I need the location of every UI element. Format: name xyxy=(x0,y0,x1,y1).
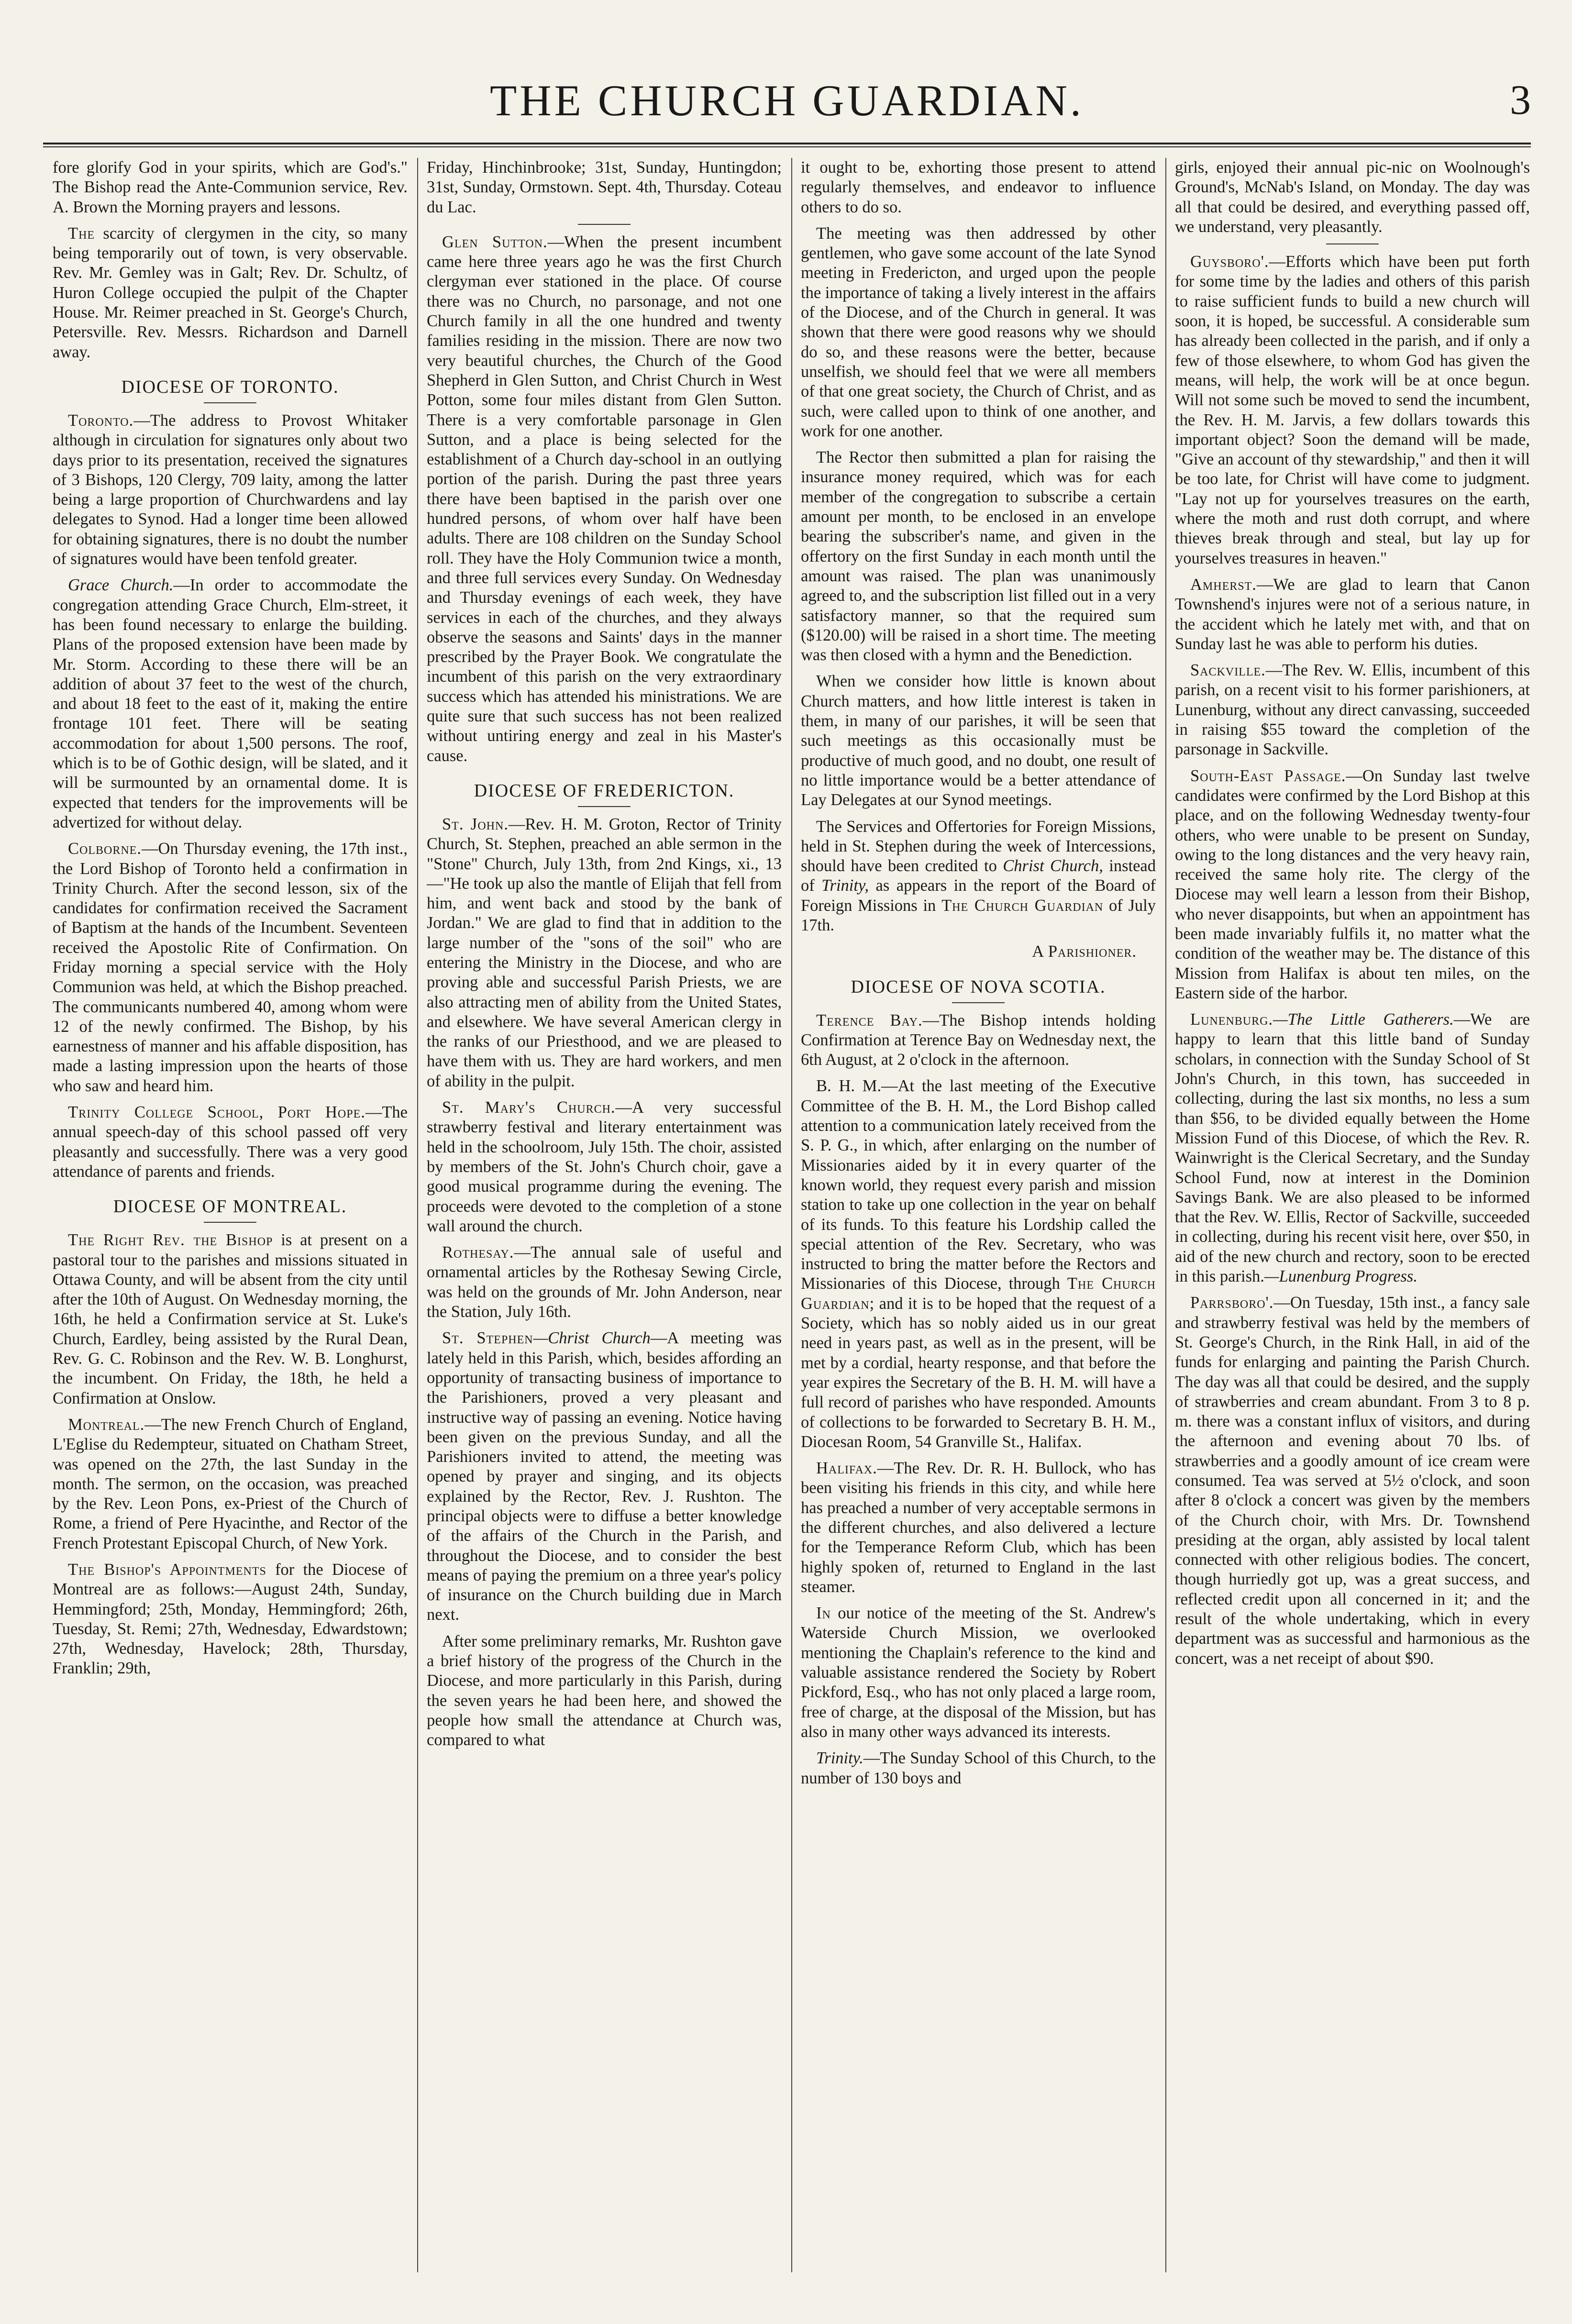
paragraph xyxy=(427,1098,782,1236)
paragraph-body: as appears in the report of the Board of Foreign Missions in xyxy=(801,876,1156,915)
paragraph-lead: Lunenburg. xyxy=(1190,1010,1273,1029)
section-heading-montreal: DIOCESE OF MONTREAL. xyxy=(113,1196,347,1217)
paragraph-body: B. H. M.—At the last meeting of the Executive Committee of the B. H. M., the Lord Bishop called attention to a communication lately received from the S. P. G., in which, after enlarging on the number of Missionaries aided by it in every quarter of the known world, they request every parish and mission station to take up one collection in the year on behalf of its funds. To this feature his Lordship called the special attention of the Rev. Secretary, who was instructed to bring the matter before the Rectors and Missionaries of this Diocese, through xyxy=(801,1077,1156,1293)
paragraph-body: for the Diocese of Montreal are as follows:—August 24th, Sunday, Hemmingford; 25th, Monday, Hemmingford; 26th, Tuesday, St. Remi; 27th, Wednesday, Edwardstown; 27th, Wednesday, Havelock; 28th, Thursday, Franklin; 29th, xyxy=(53,1560,408,1678)
paragraph xyxy=(1175,766,1530,1004)
paragraph xyxy=(1175,1293,1530,1669)
masthead-title: THE CHURCH GUARDIAN. xyxy=(490,76,1084,125)
paragraph-body: —On Sunday last twelve candidates were confirmed by the Lord Bishop at this place, and on the following Wednesday twenty-four others, who were unable to be present on Sunday, owing to the long distances and the very heavy rain, received the same holy rite. The clergy of the Diocese may well learn a lesson from their Bishop, who never disappoints, but when an appointment has been made invariably fulfils it, no matter what the condition of the weather may be. The distance of this Mission from Halifax is about ten miles, on the Eastern side of the harbor. xyxy=(1175,766,1530,1002)
paragraph xyxy=(53,411,408,569)
paragraph: The Rector then submitted a plan for raising the insurance money required, which was for each member of the congregation to subscribe a certain amount per month, to be enclosed in an envelope bearing the subscriber's name, and given in the offertory on the first Sunday in each month until the amount was raised. The plan was unanimously agreed to, and the subscription list filled out in a very satisfactory manner, so that the required sum ($120.00) will be raised in a short time. The meeting was then closed with a hymn and the Benediction. xyxy=(801,448,1156,664)
paragraph-body: our notice of the meeting of the St. Andrew's Waterside Church Mission, we overlooked mentioning the Chaplain's reference to the kind and valuable assistance rendered the Society by Robert Pickford, Esq., who has not only placed a large room, free of charge, at the disposal of the Mission, but has also in many other ways advanced its interests. xyxy=(801,1604,1156,1741)
paragraph-italic: —Lunenburg Progress. xyxy=(1264,1267,1417,1286)
divider xyxy=(204,1222,256,1223)
paragraph-lead: South-East Passage. xyxy=(1190,766,1346,785)
section-heading-toronto: DIOCESE OF TORONTO. xyxy=(121,376,339,397)
paragraph-body: of July 17th. xyxy=(801,896,1156,934)
paragraph-lead: Trinity College School, Port Hope. xyxy=(68,1103,365,1122)
paragraph-lead: Halifax. xyxy=(816,1459,877,1478)
paragraph-body: The Services and Offertories for Foreign Missions, held in St. Stephen during the week of Intercessions, should have been credited to xyxy=(801,817,1156,875)
divider xyxy=(1326,243,1379,244)
paragraph-smallcaps: The Church Guardian xyxy=(801,1274,1156,1313)
paragraph xyxy=(427,1328,782,1625)
paragraph: After some preliminary remarks, Mr. Rushton gave a brief history of the progress of the Church in the Diocese, and more particularly in this Parish, during the seven years he had been here, and showed the people how small the attendance at Church was, compared to what xyxy=(427,1632,782,1749)
masthead-rule xyxy=(43,143,1531,147)
paragraph-body: —We are glad to learn that Canon Townshend's injures were not of a serious nature, in the accident which he lately met with, and that on Sunday last he was able to perform his duties. xyxy=(1175,575,1530,653)
paragraph-body: —On Thursday evening, the 17th inst., the Lord Bishop of Toronto held a confirmation in Trinity Church. After the second lesson, six of the candidates for confirmation received the Sacrament of Baptism at the hands of the Incumbent. Seventeen received the Apostolic Rite of Confirmation. On Friday morning a special service with the Holy Communion was held, at which the Bishop preached. The communicants numbered 40, among whom were 12 of the newly confirmed. The Bishop, by his earnestness of manner and his affable disposition, has made a lasting impression upon the hearts of those who saw and heard him. xyxy=(53,840,408,1095)
paragraph-body: —On Tuesday, 15th inst., a fancy sale and strawberry festival was held by the members of St. George's Church, in the Rink Hall, in aid of the funds for enlarging and painting the Parish Church. The day was all that could be desired, and the supply of strawberries and cream abundant. From 3 to 8 p. m. there was a constant influx of visitors, and during the afternoon and evening about 70 lbs. of strawberries and a goodly amount of ice cream were consumed. Tea was served at 5½ o'clock, and soon after 8 o'clock a concert was given by the members of the Church choir, with Mrs. Dr. Townshend presiding at the organ, ably assisted by local talent connected with other religious bodies. The concert, though hurriedly got up, was a great success, and reflected credit upon all concerned in it; and the result of the whole undertaking, which in every department was as successful and harmonious as the concert, was a net receipt of about $90. xyxy=(1175,1294,1530,1668)
paragraph-lead: The Bishop's Appointments xyxy=(68,1560,266,1579)
paragraph-lead: St. Mary's Church. xyxy=(442,1098,616,1117)
paragraph-body: —Rev. H. M. Groton, Rector of Trinity Church, St. Stephen, preached an able sermon in the "Stone" Church, July 13th, from 2nd Kings, xi., 13—"He took up also the mantle of Elijah that fell from him, and went back and stood by the bank of Jordan." We are glad to find that in addition to the large number of the "sons of the soil" who are entering the Ministry in the Diocese, and who are proving able and successful Parish Priests, we are also attracting men of ability from the United States, and elsewhere. We have several American clergy in the ranks of our Priesthood, and we are pleased to have them with us. They are hard workers, and men of ability in the pulpit. xyxy=(427,815,782,1090)
paragraph-body: —Efforts which have been put forth for some time by the ladies and others of this parish to raise sufficient funds to build a new church will soon, it is hoped, be successful. A considerable sum has already been collected in the parish, and if only a few of those elsewhere, to whom God has given the means, will help, the work will be at once begun. Will not some such be moved to send the incumbent, the Rev. H. M. Jarvis, a few dollars towards this important object? Soon the demand will be made, "Give an account of thy stewardship," and then it will be too late, for Christ will have come to judgment. "Lay not up for yourselves treasures on the earth, where the moth and rust doth corrupt, and where thieves break through and steal, but lay up for yourselves treasures in heaven." xyxy=(1175,253,1530,567)
paragraph-lead: The Right Rev. the Bishop xyxy=(68,1231,273,1250)
paragraph-body: —When the present incumbent came here three years ago he was the first Church clergyman ever stationed in the place. Of course there was no Church, no parsonage, and not one Church family in all the one hundred and twenty families residing in the mission. There are now two very beautiful churches, the Church of the Good Shepherd in Glen Sutton, and Christ Church in West Potton, some four miles distant from Glen Sutton. There is a very comfortable parsonage in Glen Sutton, and a place is being selected for the establishment of a Church day-school in an outlying portion of the parish. During the past three years there have been baptised in the parish over one hundred persons, of whom over half have been adults. There are 108 children on the Sunday School roll. They have the Holy Communion twice a month, and three full services every Sunday. On Wednesday and Thursday evenings of each week, they have services in each of the churches, and they always observe the seasons and Saints' days in the manner prescribed by the Prayer Book. We congratulate the incumbent of this parish on the very extraordinary success which has attended his ministrations. We are quite sure that such success has not been realized without untiring energy and zeal in his Master's cause. xyxy=(427,232,782,765)
paragraph: When we consider how little is known about Church matters, and how little interest is taken in them, in many of our parishes, it will be seen that such meetings as this occasionally must be productive of much good, and no doubt, one result of no little importance would be a better attendance of Lay Delegates at our Synod meetings. xyxy=(801,672,1156,809)
paragraph-lead: St. Stephen xyxy=(442,1329,533,1348)
paragraph: fore glorify God in your spirits, which are God's." The Bishop read the Ante-Communion service, Rev. A. Brown the Morning prayers and lessons. xyxy=(53,158,408,216)
paragraph xyxy=(1175,1010,1530,1286)
paragraph-lead: Amherst. xyxy=(1190,575,1257,594)
paragraph-lead: Glen Sutton. xyxy=(442,232,548,251)
paragraph-body: —The Rev. W. Ellis, incumbent of this parish, on a recent visit to his former parishioners, at Lunenburg, without any direct canvassing, succeeded in raising $55 toward the completion of the parsonage in Sackville. xyxy=(1175,661,1530,759)
article-columns xyxy=(53,158,1531,2272)
column-2 xyxy=(427,158,782,2272)
paragraph xyxy=(427,232,782,766)
paragraph xyxy=(53,839,408,1096)
paragraph-body: —The Bishop intends holding Confirmation at Terence Bay on Wednesday next, the 6th August, at 2 o'clock in the afternoon. xyxy=(801,1011,1156,1069)
column-1 xyxy=(53,158,408,2272)
paragraph-italic: Christ Church, xyxy=(1003,857,1103,875)
paragraph xyxy=(53,1230,408,1408)
paragraph-italic: Trinity, xyxy=(821,876,869,895)
column-3 xyxy=(801,158,1156,2272)
paragraph-body: is at present on a pastoral tour to the parishes and missions situated in Ottawa County, and will be absent from the city until after the 10th of August. On Wednesday morning, the 16th, he held a Confirmation service at St. Luke's Church, Eardley, being assisted by the Rural Dean, Rev. G. C. Robinson and the Rev. W. B. Longhurst, the incumbent. On Friday, the 18th, he held a Confirmation at Onslow. xyxy=(53,1231,408,1407)
paragraph xyxy=(427,1243,782,1322)
paragraph xyxy=(427,815,782,1091)
paragraph: girls, enjoyed their annual pic-nic on Woolnough's Ground's, McNab's Island, on Monday. The day was all that could be desired, and everything passed off, we understand, very pleasantly. xyxy=(1175,158,1530,236)
paragraph-body: —The annual speech-day of this school passed off very pleasantly and successfully. There was a very good attendance of parents and friends. xyxy=(53,1103,408,1181)
paragraph-body: —The address to Provost Whitaker although in circulation for signatures only about two days prior to its presentation, received the signatures of 3 Bishops, 120 Clergy, 709 laity, among the latter being a large proportion of Churchwardens and lay delegates to Synod. Had a longer time been allowed for obtaining signatures, there is no doubt the number of signatures would have been tenfold greater. xyxy=(53,411,408,568)
paragraph-body: —The annual sale of useful and ornamental articles by the Rothesay Sewing Circle, was held on the grounds of Mr. John Anderson, near the Station, July 16th. xyxy=(427,1243,782,1321)
paragraph-body: instead of xyxy=(801,857,1156,895)
paragraph-lead: Toronto. xyxy=(68,411,134,430)
paragraph-body: —The new French Church of England, L'Eglise du Redempteur, situated on Chatham Street, was opened on the 27th, the last Sunday in the month. The sermon, on the occasion, was preached by the Rev. Leon Pons, ex-Priest of the Church of Rome, a friend of Pere Hyacinthe, and Rector of the French Protestant Episcopal Church, of New York. xyxy=(53,1415,408,1552)
paragraph xyxy=(801,1459,1156,1597)
section-heading-fredericton: DIOCESE OF FREDERICTON. xyxy=(474,780,735,801)
column-4 xyxy=(1175,158,1530,2272)
paragraph xyxy=(1175,661,1530,759)
paragraph-lead: Sackville. xyxy=(1190,661,1266,680)
paragraph xyxy=(801,1076,1156,1452)
paragraph-lead: Parrsboro'. xyxy=(1190,1294,1274,1312)
paragraph xyxy=(53,1560,408,1679)
paragraph-lead: Rothesay. xyxy=(442,1243,514,1262)
divider xyxy=(578,224,631,225)
paragraph-lead: The xyxy=(68,224,95,243)
paragraph-body: —The Rev. Dr. R. H. Bullock, who has been visiting his friends in this city, and while here has preached a number of very acceptable sermons in the different churches, and also delivered a lecture for the Temperance Reform Club, which has been highly spoken of, returned to England in the last steamer. xyxy=(801,1459,1156,1596)
paragraph xyxy=(53,224,408,362)
paragraph-body: —A very successful strawberry festival and literary entertainment was held in the schoolroom, July 15th. The choir, assisted by members of the St. John's Church choir, gave a good musical programme during the evening. The proceeds were devoted to the completion of a stone wall around the church. xyxy=(427,1098,782,1235)
paragraph-lead: Colborne. xyxy=(68,840,142,858)
paragraph-italic: —The Little Gatherers. xyxy=(1273,1010,1454,1029)
divider xyxy=(578,806,631,807)
paragraph xyxy=(801,1749,1156,1788)
paragraph-body: ; and it is to be hoped that the request of a Society, which has so nobly aided us in our great need in years past, as well as in the present, will be met by a cordial, hearty response, and that before the year expires the Secretary of the B. H. M. will have a full record of parishes who have responded. Amounts of collections to be forwarded to Secretary B. H. M., Diocesan Room, 54 Granville St., Halifax. xyxy=(801,1294,1156,1451)
paragraph xyxy=(801,1011,1156,1070)
paragraph xyxy=(1175,575,1530,654)
paragraph-lead: Terence Bay. xyxy=(816,1011,923,1029)
paragraph xyxy=(53,1103,408,1182)
paragraph-lead: Grace Church. xyxy=(68,576,174,595)
paragraph-lead: Montreal. xyxy=(68,1415,145,1434)
paragraph-body: —We are happy to learn that this little band of Sunday scholars, in connection with the Sunday School of St John's Church, in this town, has succeeded in collecting, during the last six months, no less a sum than $56, to be divided equally between the Home Mission Fund of this Diocese, of which the Rev. R. Wainwright is the Clerical Secretary, and the Sunday School Fund, now at interest in the Dominion Savings Bank. We are also pleased to be informed that the Rev. W. Ellis, Rector of Sackville, succeeded in collecting, during his recent visit here, over $50, in aid of the new church and rectory, soon to be erected in this parish. xyxy=(1175,1010,1530,1286)
paragraph-lead: St. John. xyxy=(442,815,509,833)
paragraph: Friday, Hinchinbrooke; 31st, Sunday, Huntingdon; 31st, Sunday, Ormstown. Sept. 4th, Thursday. Coteau du Lac. xyxy=(427,158,782,216)
divider xyxy=(204,402,256,403)
paragraph-body: —A meeting was lately held in this Parish, which, besides affording an opportunity of transacting business of importance to the Parishioners, proved a very pleasant and instructive way of passing an evening. Notice having been given on the previous Sunday, and all the Parishioners invited to attend, the meeting was opened by prayer and singing, and its objects explained by the Rector, Rev. J. Rushton. The principal objects were to diffuse a better knowledge of the affairs of the Church in the Parish, and throughout the Diocese, and to consider the best means of paying the premium on a three year's policy of insurance on the Church building due in March next. xyxy=(427,1329,782,1624)
paragraph-lead: In xyxy=(816,1604,831,1623)
paragraph-smallcaps: The Church Guardian xyxy=(941,896,1104,915)
paragraph-body: scarcity of clergymen in the city, so many being temporarily out of town, is very observable. Rev. Mr. Gemley was in Galt; Rev. Dr. Schultz, of Huron College occupied the pulpit of the Chapter House. Mr. Reimer preached in St. George's Church, Petersville. Rev. Messrs. Richardson and Darnell away. xyxy=(53,224,408,361)
paragraph-body: —The Sunday School of this Church, to the number of 130 boys and xyxy=(801,1749,1156,1787)
paragraph xyxy=(53,1415,408,1553)
signature: A Parishioner. xyxy=(1032,942,1137,961)
paragraph xyxy=(801,1604,1156,1742)
paragraph-lead: Trinity. xyxy=(816,1749,863,1768)
masthead xyxy=(43,72,1531,139)
page-number: 3 xyxy=(1510,77,1531,123)
paragraph-lead: Guysboro'. xyxy=(1190,253,1269,271)
paragraph-body: —In order to accommodate the congregation attending Grace Church, Elm-street, it has been found necessary to enlarge the building. Plans of the proposed extension have been made by Mr. Storm. According to these there will be an addition of about 37 feet to the west of the church, and about 18 feet to the east of it, making the entire frontage 101 feet. There will be seating accommodation for about 1,500 persons. The roof, which is to be of Gothic design, will be slated, and it will be surmounted by an ornamental dome. It is expected that tenders for the improvements will be advertized for without delay. xyxy=(53,576,408,831)
paragraph-italic: —Christ Church xyxy=(533,1329,651,1348)
paragraph xyxy=(53,575,408,832)
paragraph xyxy=(1175,252,1530,568)
paragraph: it ought to be, exhorting those present to attend regularly themselves, and endeavor to influence others to do so. xyxy=(801,158,1156,216)
divider xyxy=(952,1002,1005,1003)
paragraph: The meeting was then addressed by other gentlemen, who gave some account of the late Synod meeting in Fredericton, and urged upon the people the importance of taking a lively interest in the affairs of the Diocese, and of the Church in general. It was shown that there were good reasons why we should do so, and these reasons were the better, because unselfish, we should feel that we were all members of that one great society, the Church of Christ, and as such, were called upon to think of one another, and work for one another. xyxy=(801,224,1156,440)
section-heading-nova-scotia: DIOCESE OF NOVA SCOTIA. xyxy=(851,976,1106,997)
paragraph xyxy=(801,817,1156,936)
